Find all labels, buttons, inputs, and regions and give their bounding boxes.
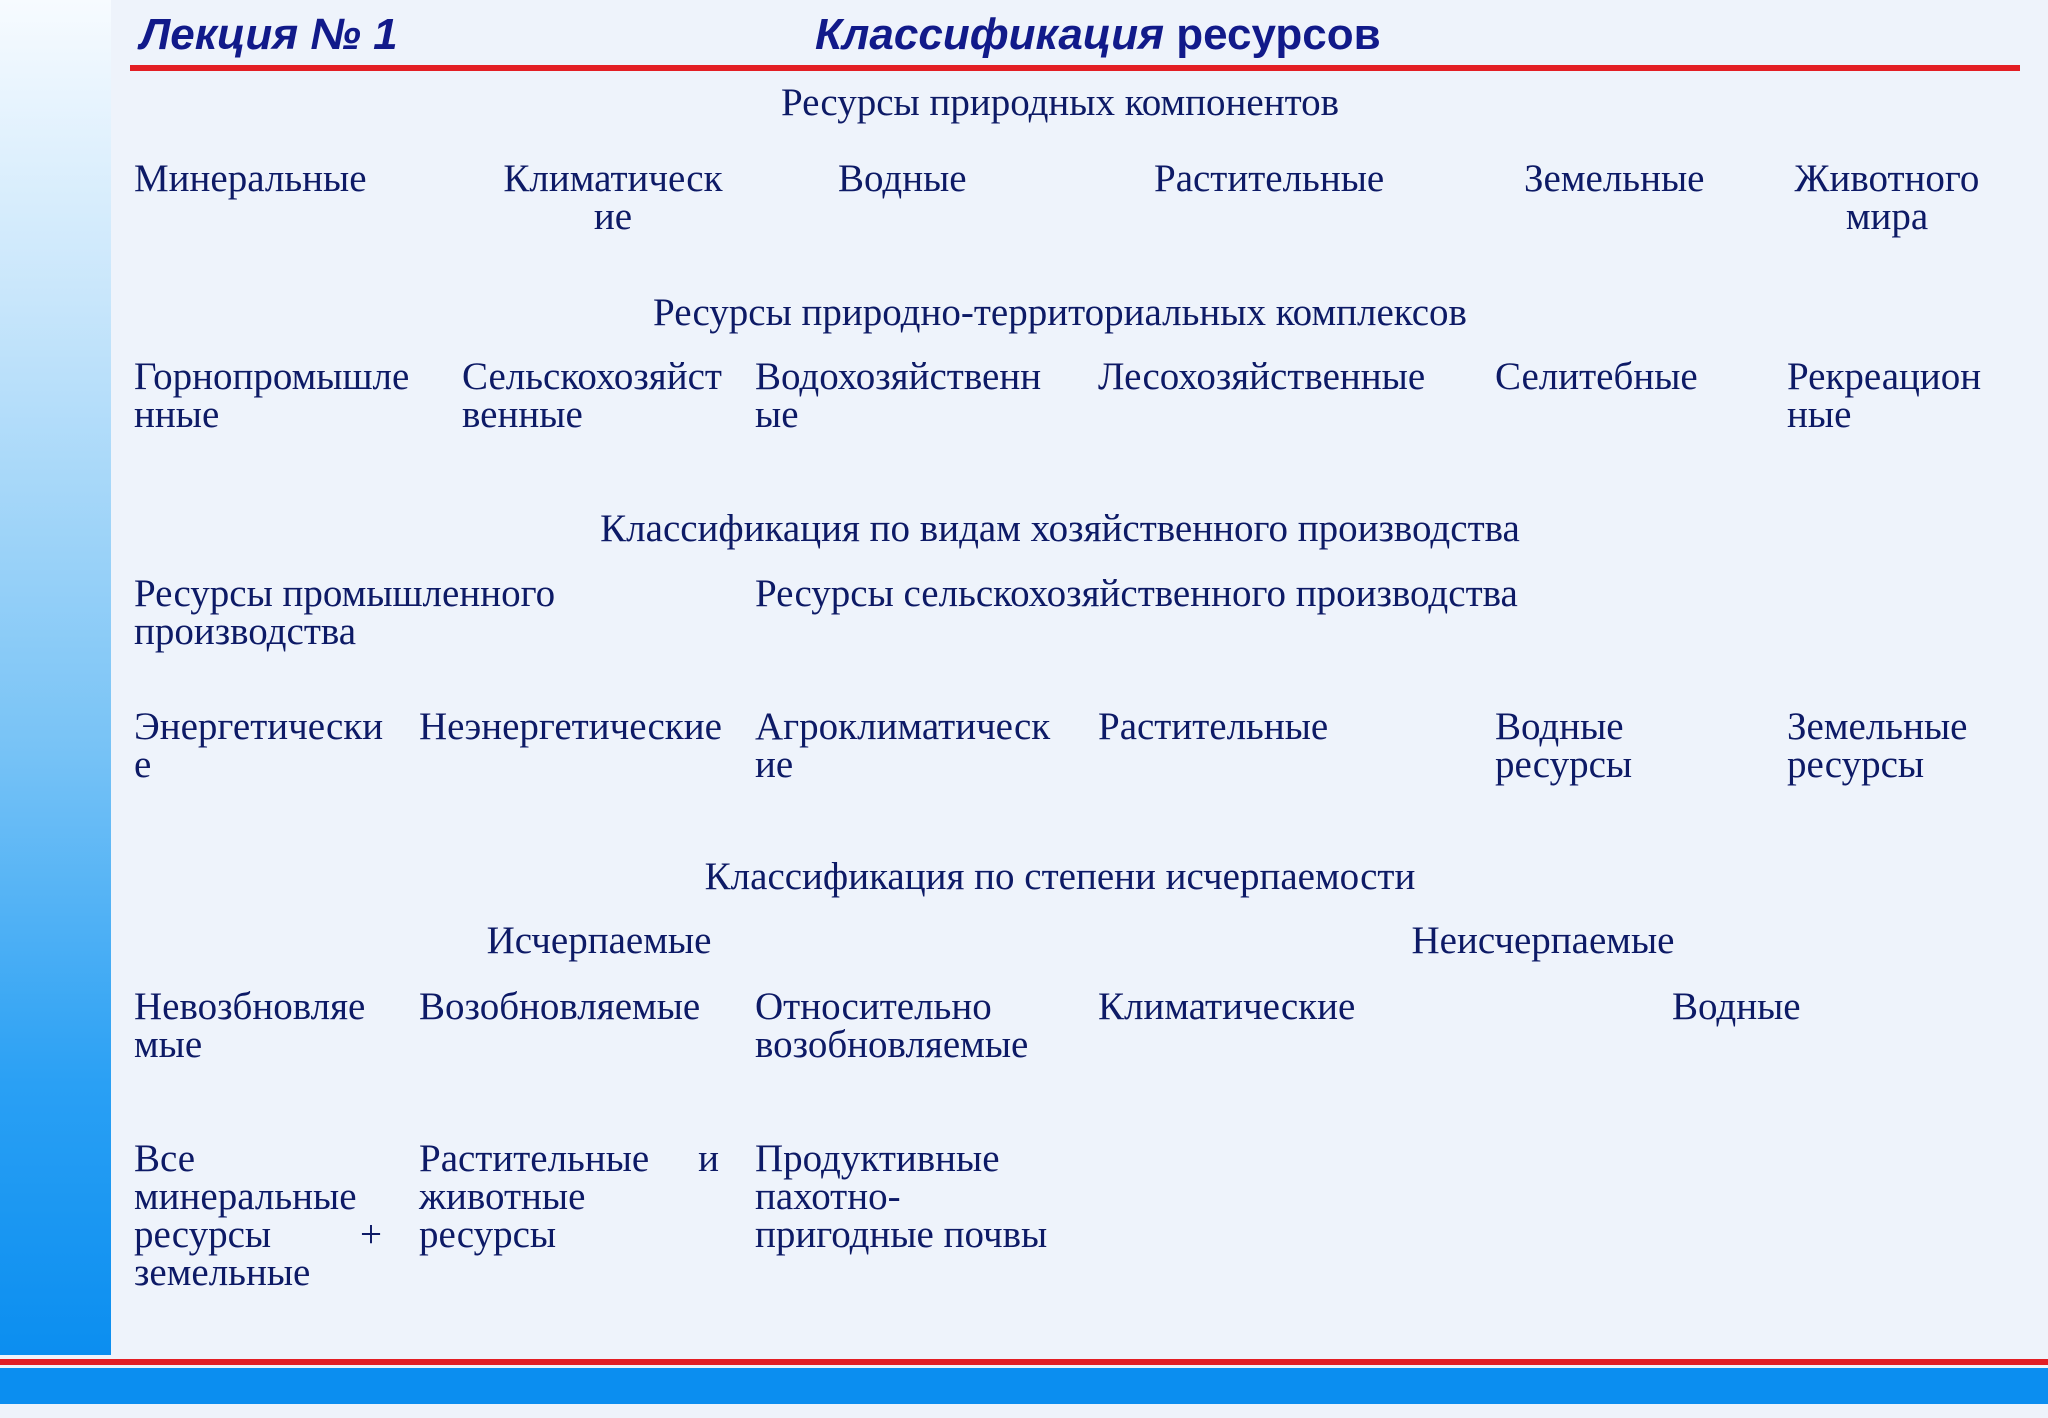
exhaustibility-item-relatively-renewable: Относительно возобновляемые xyxy=(755,985,1029,1066)
exhaustibility-item-renewable: Возобновляемые xyxy=(419,985,701,1028)
production-item-land: Земельные ресурсы xyxy=(1787,705,1968,786)
footer-red-line xyxy=(0,1359,2048,1365)
section4-heading: Классификация по степени исчерпаемости xyxy=(704,855,1416,898)
complex-item-residential: Селитебные xyxy=(1495,355,1698,398)
section3-heading: Классификация по видам хозяйственного производства xyxy=(600,507,1520,550)
natural-item-climatic: Климатические xyxy=(503,157,723,238)
example-renewable: Растительные и животные ресурсы xyxy=(419,1137,719,1256)
production-item-agroclimatic: Агроклиматические xyxy=(755,705,1051,786)
group-exhaustible: Исчерпаемые xyxy=(486,919,712,962)
slide-title-italic: Классификация xyxy=(815,10,1165,59)
natural-item-mineral: Минеральные xyxy=(134,157,367,200)
group-agricultural: Ресурсы сельскохозяйственного производства xyxy=(755,572,1518,615)
group-industrial: Ресурсы промышленного производства xyxy=(134,572,556,653)
example-relatively-renewable: Продуктивные пахотно-пригодные почвы xyxy=(755,1137,1048,1256)
natural-item-water: Водные xyxy=(838,157,967,200)
natural-item-animal: Животного мира xyxy=(1794,157,1980,238)
exhaustibility-item-climatic: Климатические xyxy=(1098,985,1356,1028)
complex-item-mining: Горнопромышленные xyxy=(134,355,410,436)
example-nonrenewable: Все минеральные ресурсы + земельные xyxy=(134,1137,382,1294)
natural-item-land: Земельные xyxy=(1524,157,1705,200)
production-item-energy: Энергетические xyxy=(134,705,384,786)
slide-title-rest: ресурсов xyxy=(1176,10,1381,59)
section2-heading: Ресурсы природно-территориальных комплексов xyxy=(653,291,1467,334)
production-item-water: Водные ресурсы xyxy=(1495,705,1633,786)
header-red-line xyxy=(130,65,2020,71)
slide-title xyxy=(815,10,1381,60)
section1-heading: Ресурсы природных компонентов xyxy=(780,81,1340,124)
production-item-plant: Растительные xyxy=(1098,705,1329,748)
complex-item-recreational: Рекреационные xyxy=(1787,355,1982,436)
footer-blue-band xyxy=(0,1368,2048,1404)
production-item-nonenergy: Неэнергетические xyxy=(419,705,722,748)
exhaustibility-item-nonrenewable: Невозбновляемые xyxy=(134,985,366,1066)
left-decorative-band xyxy=(0,0,111,1355)
natural-item-plant: Растительные xyxy=(1154,157,1385,200)
lecture-number: Лекция № 1 xyxy=(140,10,398,59)
exhaustibility-item-water: Водные xyxy=(1672,985,1801,1028)
group-inexhaustible: Неисчерпаемые xyxy=(1411,919,1675,962)
complex-item-water-management: Водохозяйственные xyxy=(755,355,1042,436)
complex-item-agricultural: Сельскохозяйственные xyxy=(462,355,722,436)
complex-item-forestry: Лесохозяйственные xyxy=(1098,355,1426,398)
